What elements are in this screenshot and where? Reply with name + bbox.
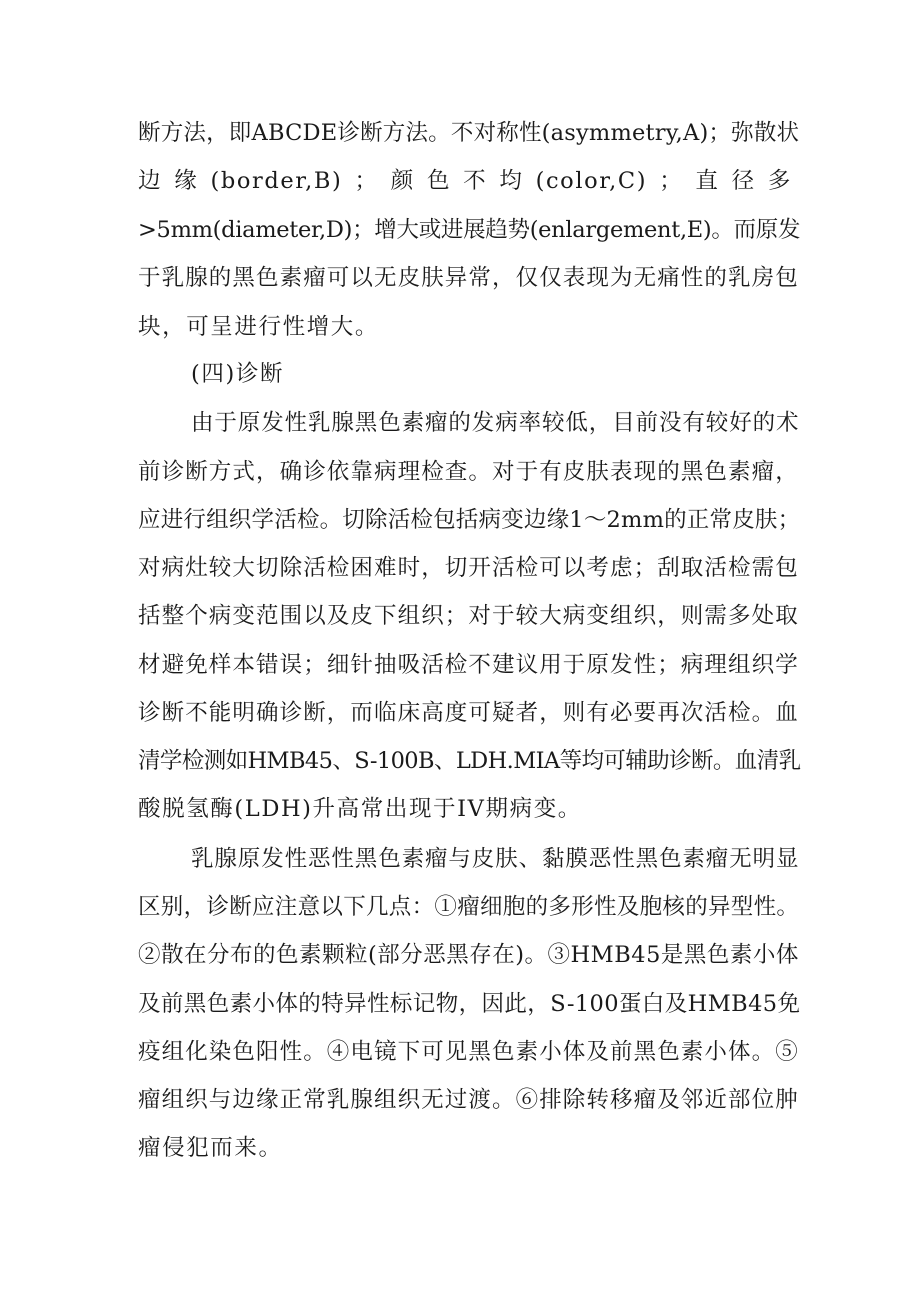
line2-word: 颜 — [390, 168, 415, 194]
text-line-17: 区别，诊断应注意以下几点：①瘤细胞的多形性及胞核的异型性。 — [138, 894, 800, 920]
text-line-20: 疫组化染色阳性。④电镜下可见黑色素小体及前黑色素小体。⑤ — [138, 1039, 799, 1065]
line2-word: 直 — [695, 168, 720, 194]
line2-word: 色 — [426, 168, 452, 194]
text-line-8: 前诊断方式，确诊依靠病理检查。对于有皮肤表现的黑色素瘤， — [138, 459, 799, 485]
text-line-21: 瘤组织与边缘正常乳腺组织无过渡。⑥排除转移瘤及邻近部位肿 — [138, 1087, 799, 1113]
text-line-18: ②散在分布的色素颗粒(部分恶黑存在)。③HMB45是黑色素小体 — [138, 942, 799, 968]
line2-word: 均 — [499, 168, 524, 194]
line2-word: ； — [354, 168, 379, 194]
line2-word: 缘 — [174, 168, 199, 194]
text-line-4: 于乳腺的黑色素瘤可以无皮肤异常，仅仅表现为无痛性的乳房包 — [138, 265, 799, 291]
section-heading: (四)诊断 — [191, 361, 285, 387]
line2-word: (border,B) — [210, 168, 343, 194]
line2-word: 边 — [138, 168, 163, 194]
text-line-10: 对病灶较大切除活检困难时，切开活检可以考虑；刮取活检需包 — [138, 555, 799, 581]
text-line-2 — [138, 166, 792, 196]
text-line-7: 由于原发性乳腺黑色素瘤的发病率较低，目前没有较好的术 — [191, 410, 800, 436]
line2-word: ； — [659, 168, 684, 194]
text-line-15: 酸脱氢酶(LDH)升高常出现于IV期病变。 — [138, 796, 582, 822]
text-line-22: 瘤侵犯而来。 — [138, 1135, 283, 1161]
text-line-16: 乳腺原发性恶性黑色素瘤与皮肤、黏膜恶性黑色素瘤无明显 — [191, 846, 800, 872]
text-line-13: 诊断不能明确诊断，而临床高度可疑者，则有必要再次活检。血 — [138, 700, 799, 726]
line2-word: (color,C) — [535, 168, 648, 194]
line2-word: 不 — [463, 168, 488, 194]
text-line-9: 应进行组织学活检。切除活检包括病变边缘1～2mm的正常皮肤； — [138, 507, 801, 533]
text-line-11: 括整个病变范围以及皮下组织；对于较大病变组织，则需多处取 — [138, 603, 799, 629]
text-line-3: >5mm(diameter,D)；增大或进展趋势(enlargement,E)。而原发 — [138, 217, 801, 243]
text-line-1: 断方法，即ABCDE诊断方法。不对称性(asymmetry,A)；弥散状 — [138, 120, 800, 146]
text-line-12: 材避免样本错误；细针抽吸活检不建议用于原发性；病理组织学 — [138, 652, 799, 678]
text-line-19: 及前黑色素小体的特异性标记物，因此，S-100蛋白及HMB45免 — [138, 991, 801, 1017]
line2-word: 径 — [731, 168, 756, 194]
line2-word: 多 — [767, 168, 792, 194]
text-line-14: 清学检测如HMB45、S-100B、LDH.MIA等均可辅助诊断。血清乳 — [138, 748, 801, 774]
text-line-5: 块，可呈进行性增大。 — [138, 314, 380, 340]
